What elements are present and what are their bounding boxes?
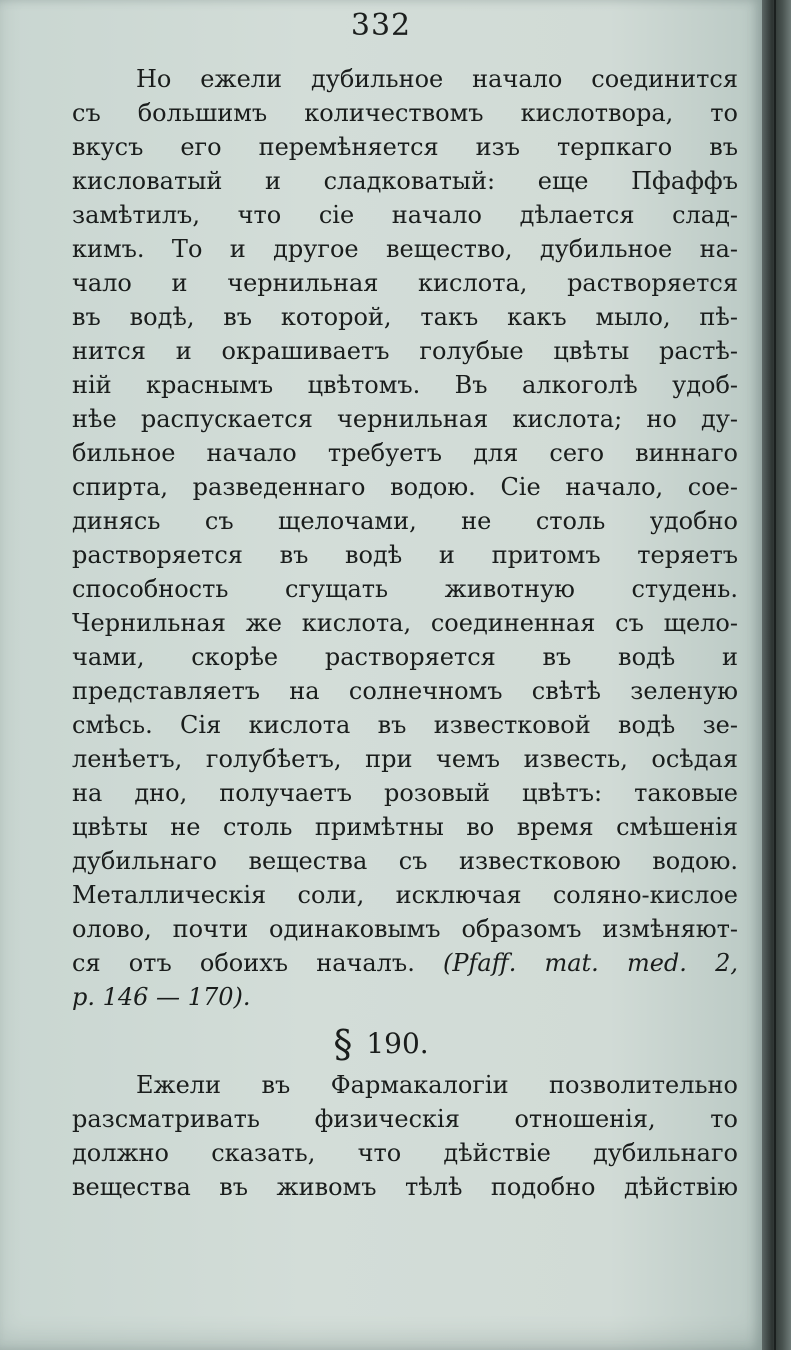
text-line: бильное начало требуетъ для сего виннаго — [72, 439, 738, 467]
text-line: олово, почти одинаковымъ образомъ измѣняют- — [72, 915, 738, 943]
text-line: растворяется въ водѣ и притомъ теряетъ — [72, 541, 738, 569]
book-binding-gutter — [762, 0, 791, 1350]
text-line: Ежели въ Фармакалогіи позволительно — [136, 1071, 738, 1099]
text-line: Чернильная же кислота, соединенная съ щело- — [72, 609, 738, 637]
text-line: Металлическія соли, исключая соляно-кислое — [72, 881, 738, 909]
text-line: Но ежели дубильное начало соединится — [136, 65, 738, 93]
citation-pages: p. 146 — 170). — [72, 983, 251, 1011]
text-line: съ большимъ количествомъ кислотвора, то — [72, 99, 738, 127]
text-line: замѣтилъ, что сіе начало дѣлается слад- — [72, 201, 738, 229]
text-line: вкусъ его перемѣняется изъ терпкаго въ — [72, 133, 738, 161]
section-sign: § — [333, 1022, 353, 1066]
text-line: нится и окрашиваетъ голубые цвѣты растѣ- — [72, 337, 738, 365]
text-line: чами, скорѣе растворяется въ водѣ и — [72, 643, 738, 671]
text-line: разсматривать физическія отношенія, то — [72, 1105, 738, 1133]
text-line: кимъ. То и другое вещество, дубильное на- — [72, 235, 738, 263]
section-number: 190. — [366, 1027, 429, 1060]
text-line: спирта, разведеннаго водою. Сіе начало, сое- — [72, 473, 738, 501]
text-line: цвѣты не столь примѣтны во время смѣшенія — [72, 813, 738, 841]
section-heading — [0, 1022, 762, 1066]
text-line: должно сказать, что дѣйствіе дубильнаго — [72, 1139, 738, 1167]
text-line: вещества въ живомъ тѣлѣ подобно дѣйствію — [72, 1173, 738, 1201]
text-line: на дно, получаетъ розовый цвѣтъ: таковые — [72, 779, 738, 807]
text-line: способность сгущать животную студень. — [72, 575, 738, 603]
page-number: 332 — [350, 8, 412, 43]
text-line: динясь съ щелочами, не столь удобно — [72, 507, 738, 535]
text-line: кисловатый и сладковатый: еще Пфаффъ — [72, 167, 738, 195]
text-line: нѣе распускается чернильная кислота; но ду- — [72, 405, 738, 433]
citation-reference: (Pfaff. mat. med. 2, — [442, 949, 738, 977]
binding-edge-line — [774, 0, 776, 1350]
text-span: ся отъ обоихъ началъ. — [72, 949, 415, 977]
text-line: въ водѣ, въ которой, такъ какъ мыло, пѣ- — [72, 303, 738, 331]
text-line: дубильнаго вещества съ известковою водою. — [72, 847, 738, 875]
text-line-with-citation — [72, 946, 738, 980]
text-line: ній краснымъ цвѣтомъ. Въ алкоголѣ удоб- — [72, 371, 738, 399]
text-line: представляетъ на солнечномъ свѣтѣ зеленую — [72, 677, 738, 705]
text-line: ленѣетъ, голубѣетъ, при чемъ известь, осѣдая — [72, 745, 738, 773]
text-line: чало и чернильная кислота, растворяется — [72, 269, 738, 297]
text-line: смѣсь. Сія кислота въ известковой водѣ зе- — [72, 711, 738, 739]
